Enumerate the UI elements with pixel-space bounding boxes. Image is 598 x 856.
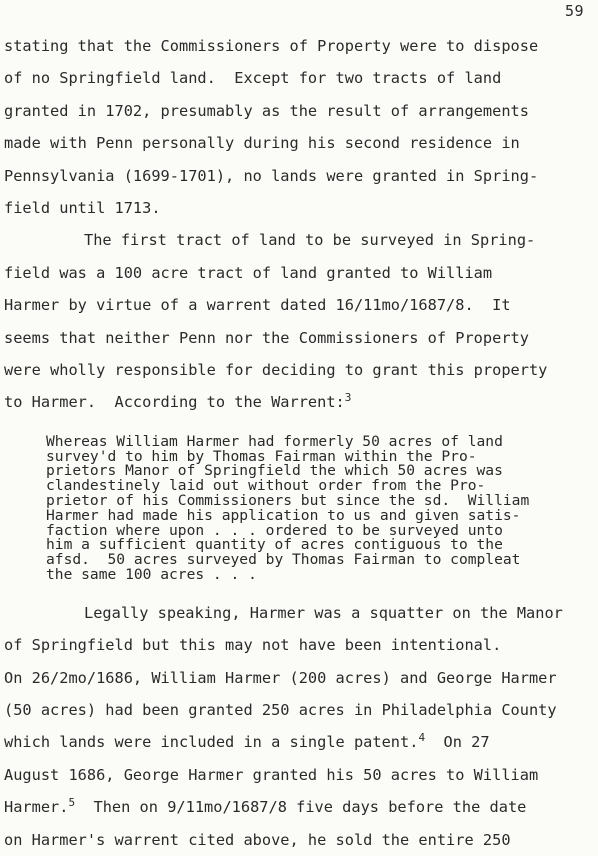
text-line: were wholly responsible for deciding to grant this property [4, 361, 548, 380]
quote-line: prietor of his Commissioners but since the sd. William [46, 492, 530, 510]
text-line: made with Penn personally during his second residence in [4, 134, 520, 153]
quote-line: Harmer had made his application to us and given satis- [46, 506, 521, 524]
text-line: on Harmer's warrent cited above, he sold the entire 250 [4, 830, 511, 849]
text-span: to Harmer. According to the Warrent: [4, 393, 345, 412]
text-line [4, 386, 598, 418]
text-line: of no Springfield land. Except for two tracts of land [4, 69, 502, 88]
quote-line: afsd. 50 acres surveyed by Thomas Fairman to compleat [46, 551, 521, 569]
document-body [4, 30, 598, 856]
quote-line: survey'd to him by Thomas Fairman within the Pro- [46, 447, 477, 465]
text-line: field until 1713. [4, 199, 161, 218]
footnote-ref-3: 3 [344, 391, 352, 405]
text-line: stating that the Commissioners of Property were to dispose [4, 37, 539, 55]
text-line: The first tract of land to be surveyed in Spring- [84, 231, 536, 250]
text-span: On 27 [425, 733, 490, 752]
text-span: Harmer. [4, 798, 69, 817]
text-line: seems that neither Penn nor the Commissioners of Property [4, 328, 529, 347]
text-line: Pennsylvania (1699-1701), no lands were granted in Spring- [4, 166, 539, 185]
paragraph-2 [4, 224, 598, 418]
paragraph-3 [4, 597, 598, 856]
text-line: Harmer by virtue of a warrent dated 16/11mo/1687/8. It [4, 296, 511, 315]
text-line: August 1686, George Harmer granted his 50 acres to William [4, 765, 539, 784]
quote-line: faction where upon . . . ordered to be surveyed unto [46, 521, 503, 539]
text-line: On 26/2mo/1686, William Harmer (200 acres) and George Harmer [4, 668, 557, 687]
quote-line: him a sufficient quantity of acres contiguous to the [46, 536, 503, 554]
text-span: Then on 9/11mo/1687/8 five days before the date [75, 798, 527, 817]
footnote-ref-4: 4 [418, 731, 426, 745]
text-line: field was a 100 acre tract of land granted to William [4, 263, 493, 282]
text-line: granted in 1702, presumably as the result of arrangements [4, 101, 529, 120]
text-line [4, 726, 598, 758]
text-line: Legally speaking, Harmer was a squatter on the Manor [84, 603, 563, 622]
text-line: of Springfield but this may not have been intentional. [4, 636, 502, 655]
page-number: 59 [564, 2, 584, 20]
block-quote [4, 432, 598, 584]
quote-line: prietors Manor of Springfield the which 50 acres was [46, 462, 503, 480]
paragraph-1 [4, 30, 598, 224]
footnote-ref-5: 5 [68, 796, 76, 810]
quote-line: clandestinely laid out without order from the Pro- [46, 477, 486, 495]
text-line: (50 acres) had been granted 250 acres in Philadelphia County [4, 701, 557, 720]
quote-line: the same 100 acres . . . [46, 566, 257, 584]
text-line [4, 791, 598, 823]
text-span: which lands were included in a single patent. [4, 733, 419, 752]
quote-line: Whereas William Harmer had formerly 50 acres of land [46, 432, 503, 450]
